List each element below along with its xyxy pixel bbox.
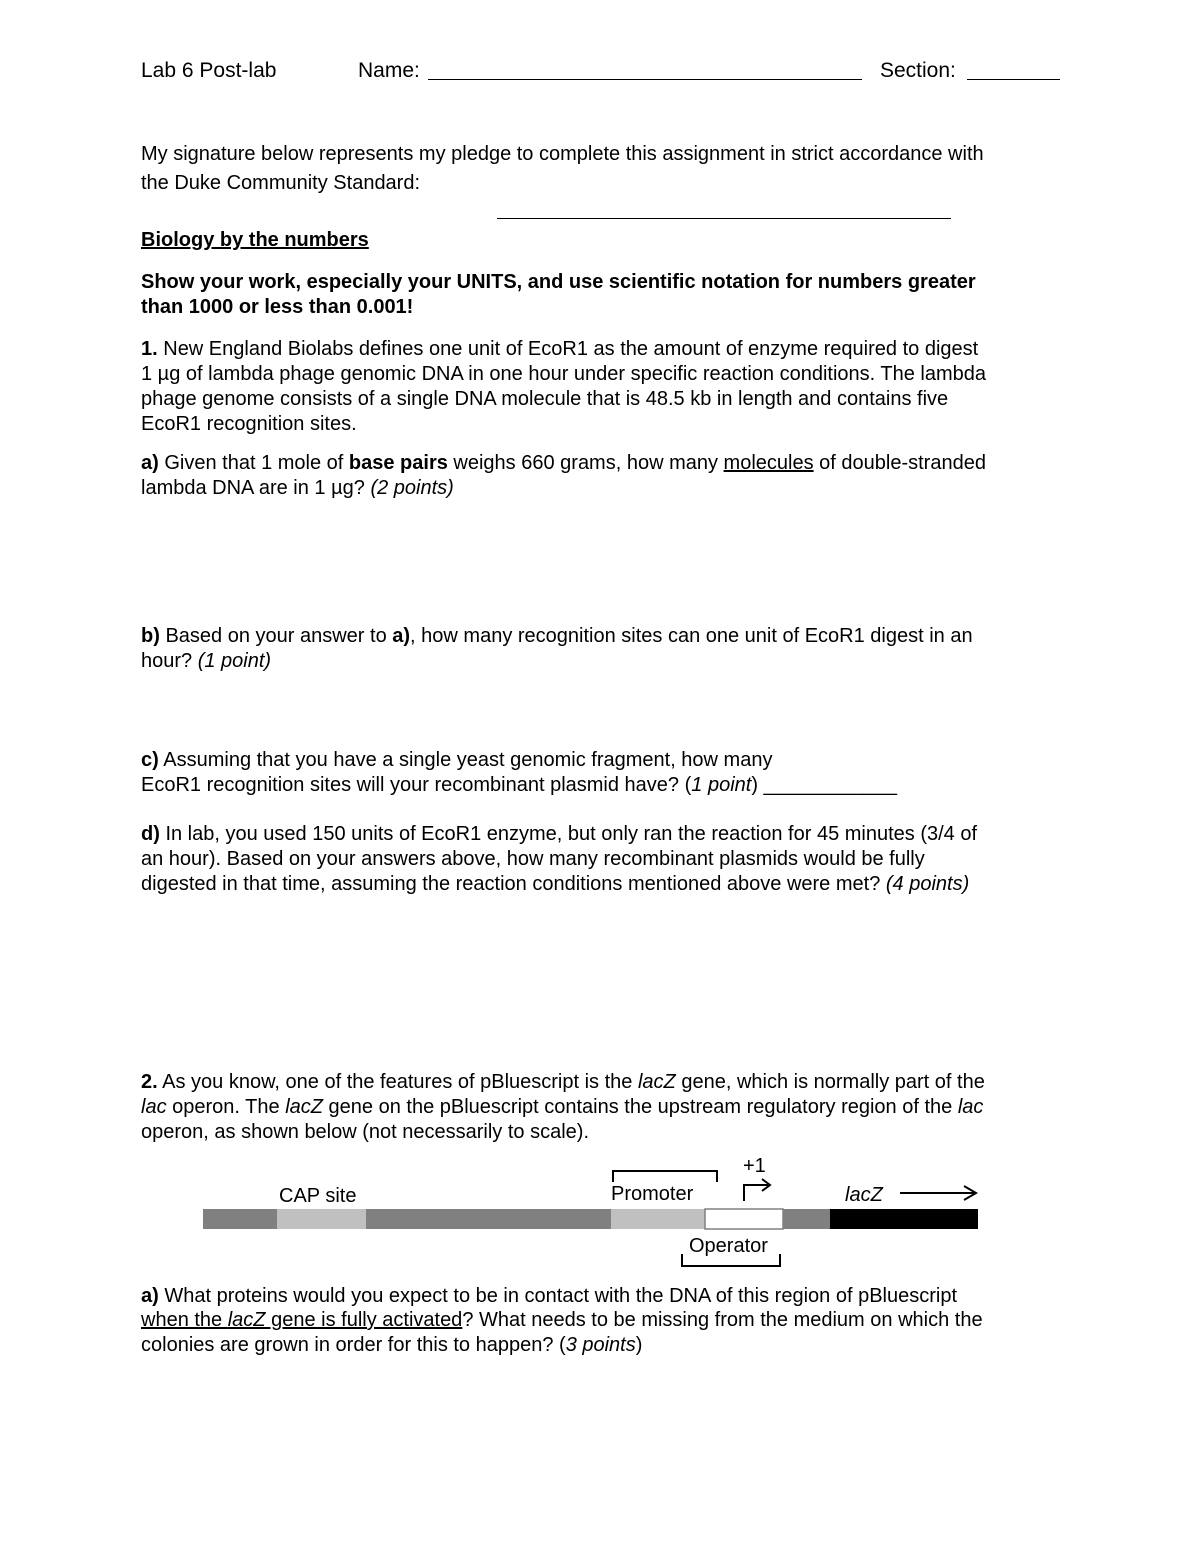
q2a-underlined-text: gene is fully activated [265,1309,463,1331]
transcription-start-arrow-icon [744,1179,770,1201]
q2-text: As you know, one of the features of pBluescript is the [157,1071,638,1093]
q1b-text: , how many recognition sites can one unit of EcoR1 digest in an [410,625,973,647]
instruction-line-2: than 1000 or less than 0.001! [141,296,414,318]
q2-text: gene, which is normally part of the [675,1071,985,1093]
header-lab-title: Lab 6 Post-lab [141,59,277,82]
q2a-answer-area[interactable] [141,1370,1061,1530]
q1d-text: digested in that time, assuming the reaction conditions mentioned above were met? [141,873,886,895]
dna-bar-upstream [203,1209,277,1229]
q1a-label: a) [141,452,159,474]
q2a-underlined-text: when the [141,1309,228,1331]
q1d-text: In lab, you used 150 units of EcoR1 enzyme, but only ran the reaction for 45 minutes (3/4 of [159,823,978,845]
q2a-points: 3 points [565,1334,636,1356]
q1b-points: (1 point) [197,650,272,672]
q2-italic-lacz: lacZ [637,1071,676,1093]
section-label: Section: [880,59,956,82]
plus-one-label: +1 [743,1155,766,1177]
q2a-underlined-lacz: lacZ [227,1309,266,1331]
q1a-points: (2 points) [370,477,454,499]
q2a-text: ? What needs to be missing from the medium on which the [462,1309,983,1331]
q2a-line-2 [141,1308,983,1333]
lacz-direction-arrow-icon [900,1186,976,1200]
q1-text-1: New England Biolabs defines one unit of EcoR1 as the amount of enzyme required to digest [157,338,979,360]
q1b-text: Based on your answer to [159,625,393,647]
name-label: Name: [358,59,420,82]
dna-segment-promoter [611,1209,705,1229]
q1b-bold-ref: a) [392,625,411,647]
q1-line-4: EcoR1 recognition sites. [141,413,357,435]
q1a-text: of double-stranded [813,452,986,474]
operator-label: Operator [689,1235,768,1257]
q1c-text: Assuming that you have a single yeast genomic fragment, how many [158,749,773,771]
q2a-line-1 [141,1284,957,1309]
dna-bar-spacer [366,1209,611,1229]
q1-line-2: 1 µg of lambda phage genomic DNA in one hour under specific reaction conditions. The lambda [141,363,986,385]
q1c-points: 1 point [691,774,752,796]
q2-italic-lac: lac [957,1096,984,1118]
q1d-label: d) [141,823,160,845]
q2a-text: ) [635,1334,643,1356]
q2-line-3: operon, as shown below (not necessarily to scale). [141,1121,590,1143]
dna-segment-operator [705,1209,783,1229]
q1c-text: EcoR1 recognition sites will your recombinant plasmid have? ( [141,774,692,796]
q1d-line-2: an hour). Based on your answers above, how many recombinant plasmids would be fully [141,848,925,870]
q1a-text: lambda DNA are in 1 µg? [141,477,371,499]
dna-segment-cap-site [277,1209,366,1229]
q2a-line-3 [141,1333,642,1358]
q2-number: 2. [141,1071,158,1093]
cap-site-label: CAP site [279,1185,357,1207]
q1b-label: b) [141,625,160,647]
promoter-bracket [613,1171,717,1182]
q1-line-3: phage genome consists of a single DNA molecule that is 48.5 kb in length and contains five [141,388,949,410]
q1a-text: weighs 660 grams, how many [447,452,724,474]
instruction-line-1: Show your work, especially your UNITS, and use scientific notation for numbers greater [141,271,976,293]
q1a-bold-base-pairs: base pairs [348,452,448,474]
q2-text: operon. The [166,1096,286,1118]
pledge-line-2: the Duke Community Standard: [141,172,421,194]
dna-segment-lacz [830,1209,978,1229]
q2a-text: What proteins would you expect to be in contact with the DNA of this region of pBluescript [158,1285,957,1307]
q1d-points: (4 points) [885,873,970,895]
q1c-answer-blank[interactable]: ) ____________ [751,774,898,796]
lacz-diagram-label: lacZ [845,1184,883,1206]
q1-number: 1. [141,338,158,360]
q2a-label: a) [141,1285,159,1307]
q2-text: gene on the pBluescript contains the upstream regulatory region of the [322,1096,958,1118]
q2a-text: colonies are grown in order for this to happen? ( [141,1334,566,1356]
pledge-line-1: My signature below represents my pledge to complete this assignment in strict accordance with [141,143,984,165]
q2-italic-lac: lac [141,1096,167,1118]
section-title: Biology by the numbers [141,229,369,251]
q1b-text: hour? [141,650,198,672]
dna-bar-post-operator [783,1209,830,1229]
q1a-text: Given that 1 mole of [158,452,349,474]
q1a-underlined-molecules: molecules [723,452,814,474]
q1c-label: c) [141,749,159,771]
q2-italic-lacz: lacZ [285,1096,323,1118]
promoter-label: Promoter [611,1183,694,1205]
